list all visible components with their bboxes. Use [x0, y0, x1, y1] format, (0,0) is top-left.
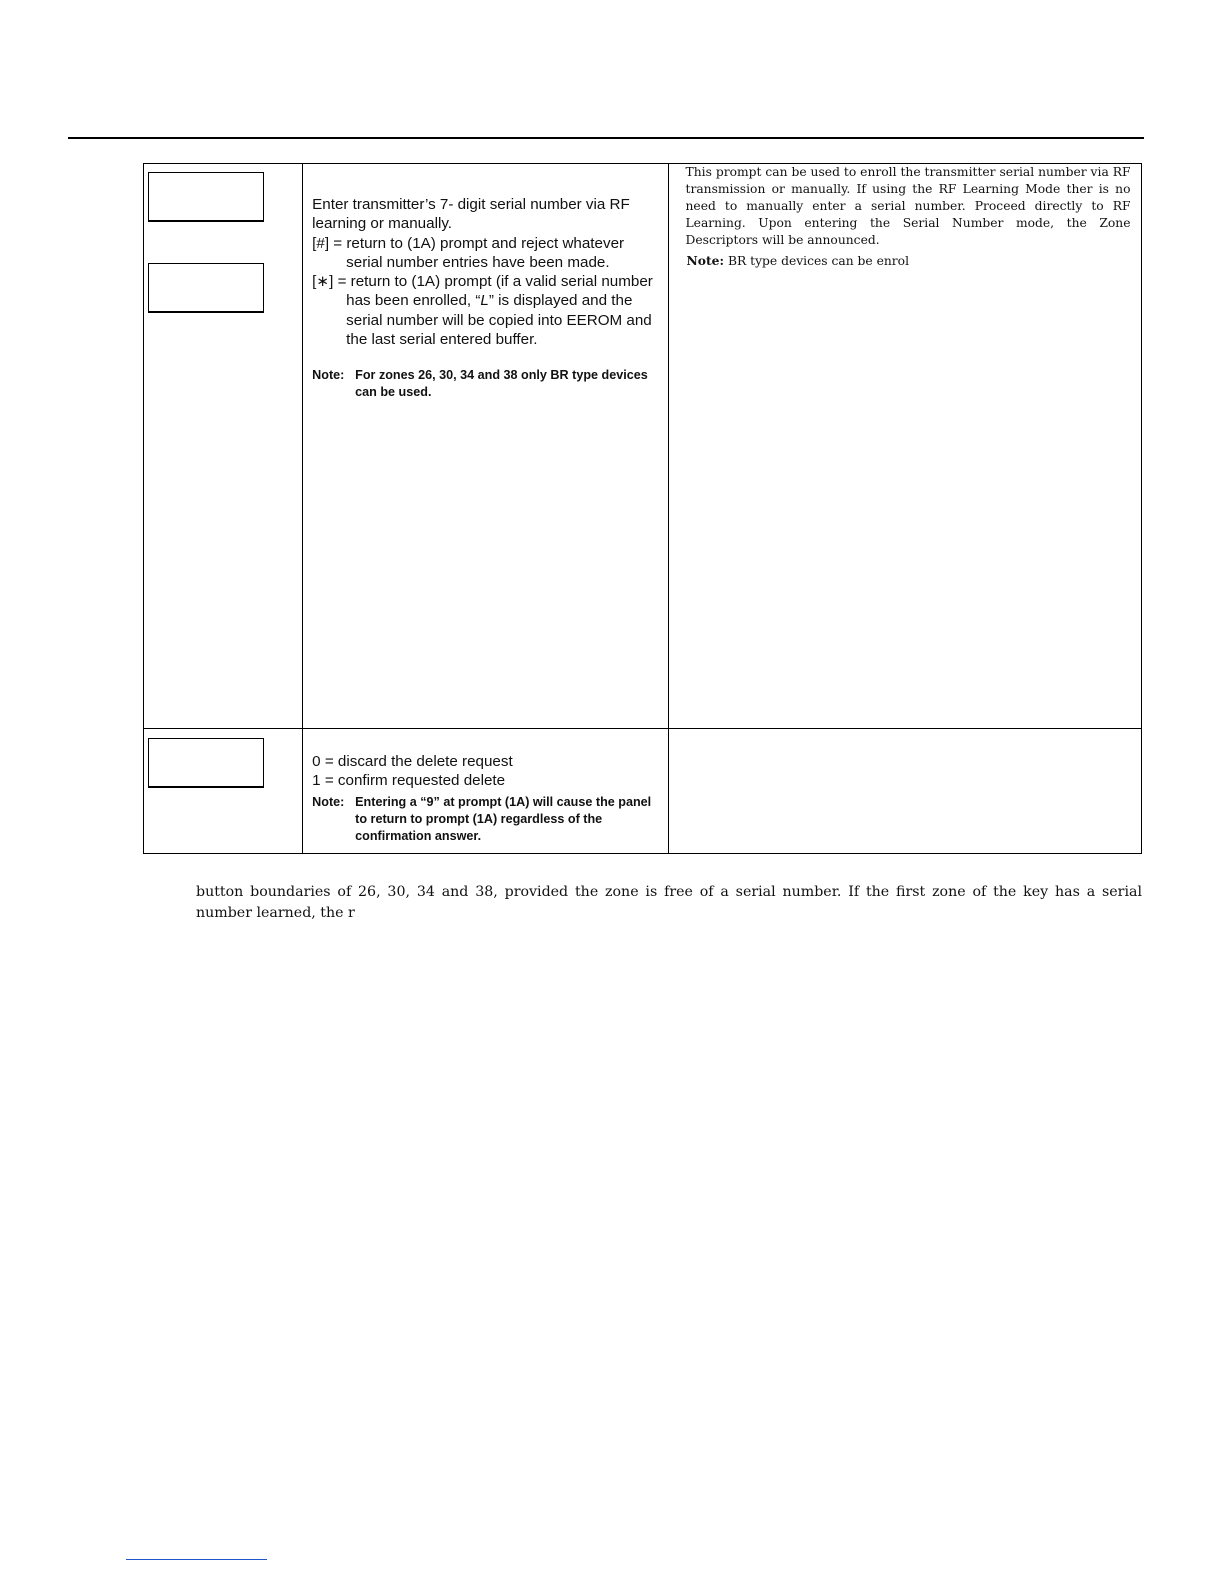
star-option-prefix: [: [312, 273, 317, 291]
keypad-display-box: [148, 738, 264, 788]
instruction-text: [312, 752, 662, 791]
note-label: Note:: [312, 368, 345, 382]
discard-option: 0 = discard the delete request: [312, 753, 513, 770]
star-option-mid: ] = return to (1A) prompt (if a valid serial number has been enrolled, “: [329, 273, 653, 310]
table-row: [144, 164, 1142, 729]
keypad-display-box: [148, 172, 264, 222]
footnote-rule: [126, 1559, 267, 1560]
keypad-display-box: [148, 263, 264, 313]
star-key-option: [312, 272, 662, 349]
hash-key-option: [#] = return to (1A) prompt and reject whatever serial number entries have been made.: [312, 234, 625, 271]
body-paragraph: button boundaries of 26, 30, 34 and 38, provided the zone is free of a serial number. If the first zone of the key has a serial number learned, the r: [196, 884, 1142, 921]
note-label: Note:: [312, 795, 345, 809]
star-option-end: ” is displayed and the serial number will be copied into EEROM and the last serial entered buffer.: [346, 292, 652, 349]
display-cell: [144, 729, 303, 854]
explanation-text: [686, 164, 1131, 249]
star-option-l: L: [480, 292, 489, 310]
explanation-note: [687, 252, 1132, 270]
instruction-cell: [303, 164, 668, 729]
header-rule: [68, 137, 1144, 139]
table-row: [144, 729, 1142, 854]
programming-table: [143, 163, 1142, 854]
note-text: For zones 26, 30, 34 and 38 only BR type devices can be used.: [355, 368, 648, 399]
instruction-line: Enter transmitter’s 7- digit serial number via RF learning or manually.: [312, 196, 630, 233]
note-text: Entering a “9” at prompt (1A) will cause the panel to return to prompt (1A) regardless of the confirmation answer.: [355, 795, 652, 843]
star-key-icon: ∗: [316, 273, 330, 291]
instruction-note: [312, 367, 657, 401]
instruction-cell: [303, 729, 668, 854]
explanation-paragraph: This prompt can be used to enroll the transmitter serial number via RF transmission or manually. If using the RF Learning Mode ther is no need to manually enter a serial number. Proceed directly to RF Learning. Upon entering the Serial Number mode, the Zone Descriptors will be announced.: [685, 165, 1131, 247]
note-label: Note:: [686, 253, 725, 268]
display-cell: [144, 164, 303, 729]
note-text: BR type devices can be enrol: [727, 254, 910, 268]
instruction-note: [312, 794, 662, 845]
explanation-cell: [668, 164, 1141, 729]
confirm-option: 1 = confirm requested delete: [312, 772, 506, 790]
instruction-text: [312, 195, 662, 349]
explanation-cell: [668, 729, 1141, 854]
